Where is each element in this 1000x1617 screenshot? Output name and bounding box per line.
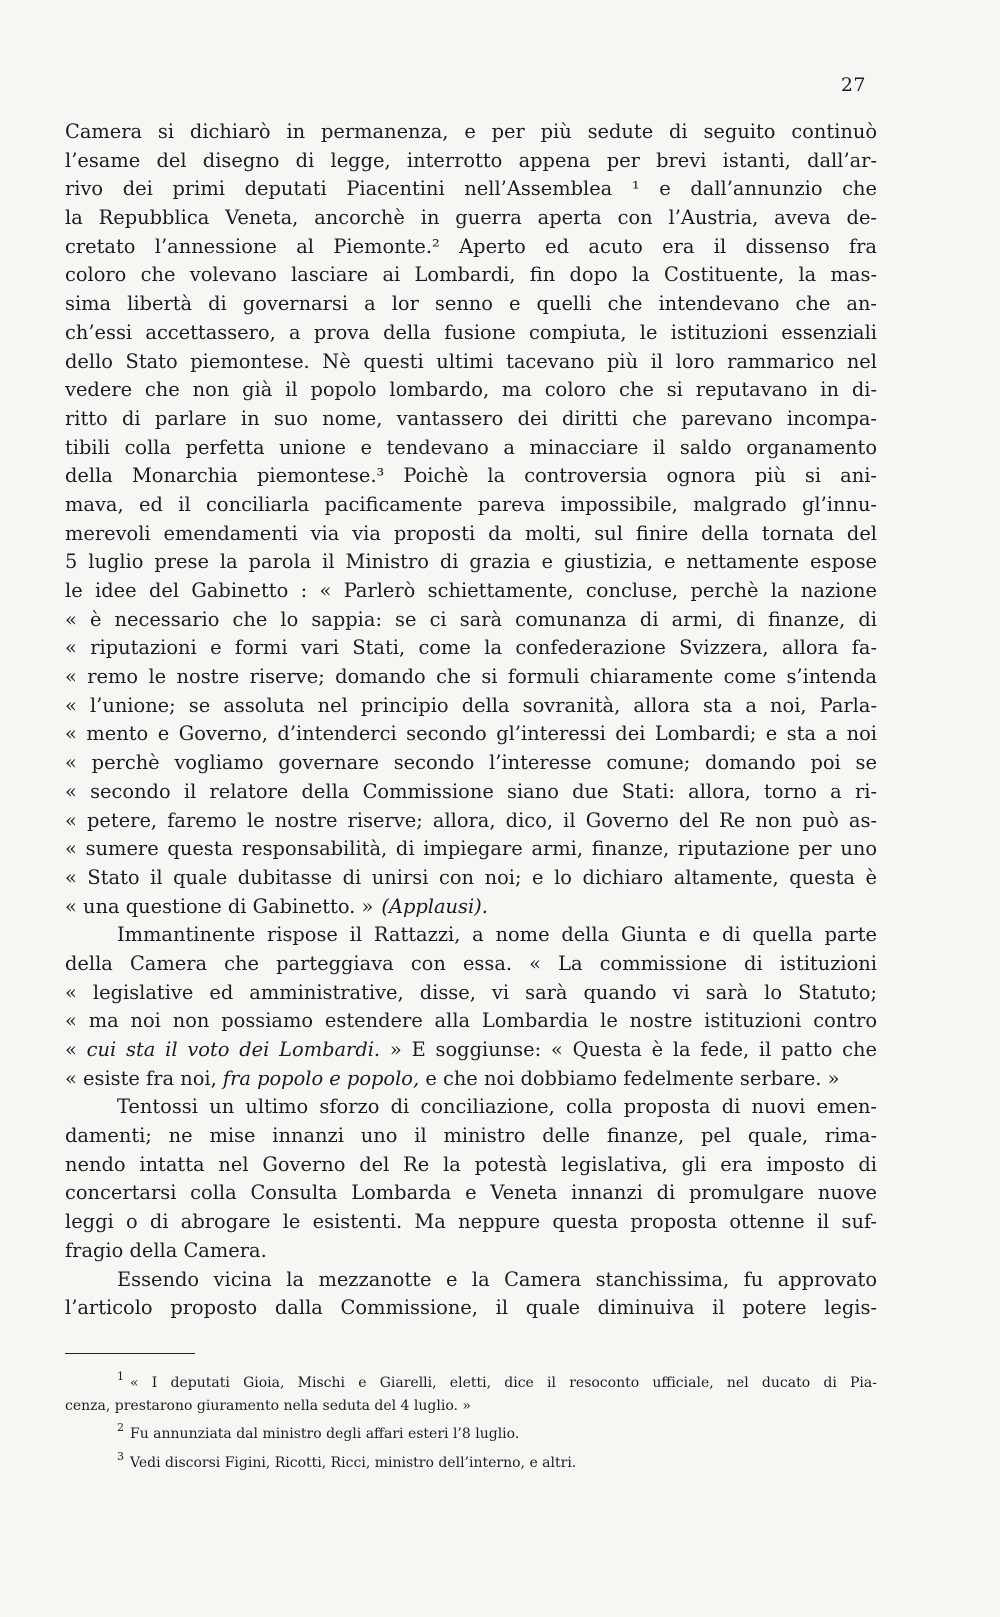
line-text: merevoli emendamenti via via proposti da molti, sul finire della tornata del bbox=[65, 521, 877, 545]
footnote-number: 1 bbox=[117, 1370, 124, 1383]
line-text: dello Stato piemontese. Nè questi ultimi tacevano più il loro rammarico nel bbox=[65, 349, 877, 373]
line-text: Essendo vicina la mezzanotte e la Camera stanchissima, fu approvato bbox=[117, 1267, 877, 1291]
line-text: « esiste fra noi, bbox=[65, 1066, 223, 1090]
text-line bbox=[65, 864, 877, 893]
footnote-rule bbox=[65, 1353, 195, 1354]
text-line bbox=[65, 118, 877, 147]
line-text: « è necessario che lo sappia: se ci sarà comunanza di armi, di finanze, di bbox=[65, 607, 877, 631]
line-text: « secondo il relatore della Commissione siano due Stati: allora, torno a ri- bbox=[65, 779, 877, 803]
text-line bbox=[65, 692, 877, 721]
text-line bbox=[65, 1036, 877, 1065]
line-text: coloro che volevano lasciare ai Lombardi, fin dopo la Costituente, la mas- bbox=[65, 263, 877, 287]
line-text: rivo dei primi deputati Piacentini nell’Assemblea ¹ e dall’annunzio che bbox=[65, 177, 877, 201]
text-line bbox=[65, 376, 877, 405]
text-line bbox=[65, 233, 877, 262]
text-line bbox=[65, 204, 877, 233]
text-line bbox=[65, 1294, 877, 1323]
line-text: « bbox=[65, 1038, 87, 1061]
text-line bbox=[65, 606, 877, 635]
line-text: « una questione di Gabinetto. » bbox=[65, 894, 374, 918]
text-line bbox=[65, 950, 877, 979]
line-text: 5 luglio prese la parola il Ministro di grazia e giustizia, e nettamente espose bbox=[65, 550, 877, 574]
footnote-text: Fu annunziata dal ministro degli affari esteri l’8 luglio. bbox=[130, 1426, 520, 1442]
page-number: 27 bbox=[840, 74, 866, 96]
line-text: la Repubblica Veneta, ancorchè in guerra aperta con l’Austria, aveva de- bbox=[65, 206, 877, 230]
footnote-number: 3 bbox=[117, 1449, 124, 1463]
footnote-line bbox=[65, 1395, 877, 1418]
line-text: nendo intatta nel Governo del Re la potestà legislativa, gli era imposto di bbox=[65, 1152, 877, 1176]
text-line bbox=[65, 807, 877, 836]
text-line bbox=[65, 749, 877, 778]
text-line bbox=[65, 893, 877, 922]
line-text: « Stato il quale dubitasse di unirsi con noi; e lo dichiaro altamente, questa è bbox=[65, 865, 877, 889]
line-text: Immantinente rispose il Rattazzi, a nome della Giunta e di quella parte bbox=[117, 923, 877, 947]
line-text: e che noi dobbiamo fedelmente serbare. » bbox=[419, 1066, 840, 1090]
footnotes bbox=[65, 1366, 877, 1474]
line-text: sima libertà di governarsi a lor senno e quelli che intendevano che an- bbox=[65, 292, 877, 316]
text-line bbox=[65, 1065, 877, 1094]
text-line bbox=[65, 405, 877, 434]
text-line bbox=[65, 979, 877, 1008]
text-line bbox=[65, 290, 877, 319]
line-text: « ma noi non possiamo estendere alla Lombardia le nostre istituzioni contro bbox=[65, 1009, 877, 1033]
text-line bbox=[65, 1093, 877, 1122]
footnote-line bbox=[65, 1446, 877, 1475]
line-text: della Camera che parteggiava con essa. « La commissione di istituzioni bbox=[65, 951, 877, 975]
line-text: « mento e Governo, d’intenderci secondo gl’interessi dei Lombardi; e sta a noi bbox=[65, 722, 877, 746]
text-line bbox=[65, 520, 877, 549]
text-line bbox=[65, 548, 877, 577]
line-text: fragio della Camera. bbox=[65, 1238, 267, 1262]
body-text bbox=[65, 118, 877, 1323]
text-line bbox=[65, 1237, 877, 1266]
italic-text: (Applausi). bbox=[381, 894, 488, 918]
footnote-number: 2 bbox=[117, 1421, 124, 1434]
text-line bbox=[65, 348, 877, 377]
footnote-text: « I deputati Gioia, Mischi e Giarelli, eletti, dice il resoconto ufficiale, nel ducato di Pia- bbox=[130, 1375, 877, 1391]
line-text: l’esame del disegno di legge, interrotto appena per brevi istanti, dall’ar- bbox=[65, 148, 877, 172]
text-line bbox=[65, 1151, 877, 1180]
line-text: della Monarchia piemontese.³ Poichè la controversia ognora più si ani- bbox=[65, 464, 877, 488]
line-text: le idee del Gabinetto : « Parlerò schiettamente, concluse, perchè la nazione bbox=[65, 579, 877, 602]
text-line bbox=[65, 1122, 877, 1151]
line-text: concertarsi colla Consulta Lombarda e Veneta innanzi di promulgare nuove bbox=[65, 1181, 877, 1205]
line-text: l’articolo proposto dalla Commissione, il quale diminuiva il potere legis- bbox=[65, 1296, 877, 1320]
footnote-line bbox=[65, 1366, 877, 1395]
line-text: damenti; ne mise innanzi uno il ministro delle finanze, pel quale, rima- bbox=[65, 1124, 877, 1148]
text-line bbox=[65, 175, 877, 204]
text-line bbox=[65, 720, 877, 749]
text-line bbox=[65, 261, 877, 290]
line-text: ch’essi accettassero, a prova della fusione compiuta, le istituzioni essenziali bbox=[65, 320, 877, 344]
text-line bbox=[65, 663, 877, 692]
text-line bbox=[65, 577, 877, 606]
line-text: leggi o di abrogare le esistenti. Ma neppure questa proposta ottenne il suf- bbox=[65, 1210, 877, 1234]
line-text: vedere che non già il popolo lombardo, ma coloro che si reputavano in di- bbox=[65, 378, 877, 402]
text-line bbox=[65, 1208, 877, 1237]
footnote-line bbox=[65, 1417, 877, 1446]
text-line bbox=[65, 491, 877, 520]
line-text: mava, ed il conciliarla pacificamente pareva impossibile, malgrado gl’innu- bbox=[65, 492, 877, 516]
text-line bbox=[65, 462, 877, 491]
text-line bbox=[65, 1266, 877, 1295]
text-line bbox=[65, 835, 877, 864]
line-text: « remo le nostre riserve; domando che si formuli chiaramente come s’intenda bbox=[65, 665, 877, 689]
italic-text: fra popolo e popolo, bbox=[222, 1066, 420, 1090]
line-text: cretato l’annessione al Piemonte.² Aperto ed acuto era il dissenso fra bbox=[65, 234, 877, 258]
text-line bbox=[65, 921, 877, 950]
line-text: ritto di parlare in suo nome, vantassero dei diritti che parevano incompa- bbox=[65, 406, 877, 430]
text-line bbox=[65, 1179, 877, 1208]
line-text: « riputazioni e formi vari Stati, come la confederazione Svizzera, allora fa- bbox=[65, 636, 877, 660]
italic-text: cui sta il voto dei Lombardi. bbox=[86, 1038, 381, 1061]
line-text: « perchè vogliamo governare secondo l’interesse comune; domando poi se bbox=[65, 751, 877, 775]
line-text: « sumere questa responsabilità, di impiegare armi, finanze, riputazione per uno bbox=[65, 837, 877, 861]
footnote-text: cenza, prestarono giuramento nella seduta del 4 luglio. » bbox=[65, 1397, 471, 1414]
text-line bbox=[65, 319, 877, 348]
text-line bbox=[65, 634, 877, 663]
text-line bbox=[65, 1007, 877, 1036]
line-text: Tentossi un ultimo sforzo di conciliazione, colla proposta di nuovi emen- bbox=[117, 1095, 877, 1119]
line-text: « l’unione; se assoluta nel principio della sovranità, allora sta a noi, Parla- bbox=[65, 693, 877, 717]
line-text: « petere, faremo le nostre riserve; allora, dico, il Governo del Re non può as- bbox=[65, 808, 877, 832]
line-text: » E soggiunse: « Questa è la fede, il patto che bbox=[380, 1038, 878, 1061]
line-text: tibili colla perfetta unione e tendevano a minacciare il saldo organamento bbox=[65, 435, 877, 459]
line-text: Camera si dichiarò in permanenza, e per più sedute di seguito continuò bbox=[65, 120, 877, 143]
text-line bbox=[65, 778, 877, 807]
text-line bbox=[65, 434, 877, 463]
line-text: « legislative ed amministrative, disse, vi sarà quando vi sarà lo Statuto; bbox=[65, 980, 877, 1004]
text-line bbox=[65, 147, 877, 176]
footnote-text: Vedi discorsi Figini, Ricotti, Ricci, ministro dell’interno, e altri. bbox=[130, 1454, 577, 1471]
